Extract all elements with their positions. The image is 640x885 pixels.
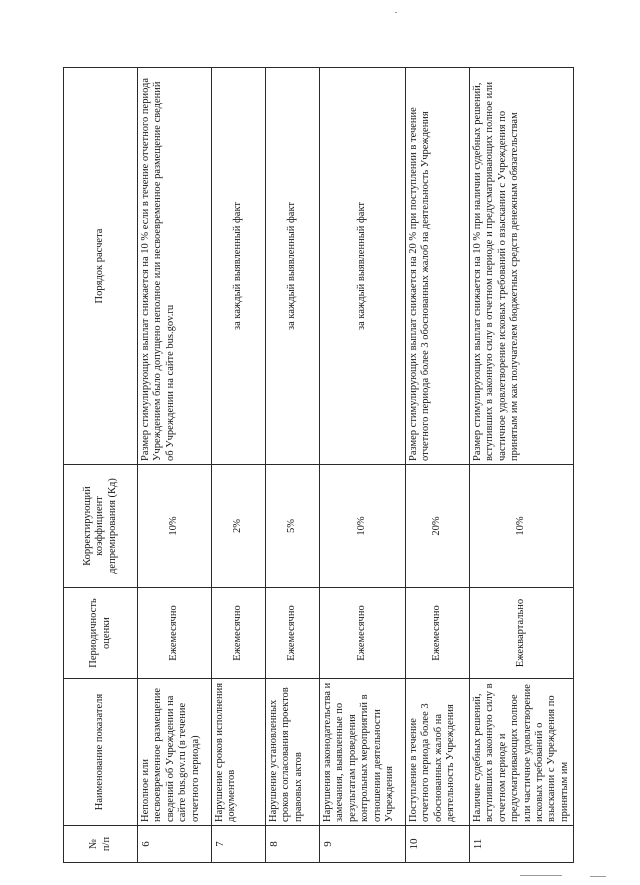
row-periodicity: Ежемесячно — [406, 588, 470, 679]
row-name: Нарушения законодательства и замечания, выявленные по результатам проведения контрольных мероприятий в отношении деятельности Учреждения — [320, 679, 406, 826]
row-num: 11 — [470, 826, 574, 863]
row-order: за каждый выявленный факт — [212, 68, 266, 465]
table-row — [212, 68, 266, 863]
scan-mark — [395, 12, 397, 13]
table-row — [470, 68, 574, 863]
row-coefficient: 5% — [266, 465, 320, 588]
row-order: Размер стимулирующих выплат снижается на 10 % при наличии судебных решений, вступивших в законную силу в отчетном периоде и предусматривающих полное или частичное удовлетворение исковых требований о взыскании с Учреждения по принятым им как получателем бюджетных средств денежным обязательствам — [470, 68, 574, 465]
row-order: Размер стимулирующих выплат снижается на 10 % если в течение отчетного периода Учреждением было допущено неполное или несвоевременное размещение сведений об Учреждении на сайте bus.gov.ru — [138, 68, 212, 465]
depremiation-table — [63, 67, 574, 863]
row-order: Размер стимулирующих выплат снижается на 20 % при поступлении в течение отчетного периода более 3 обоснованных жалоб на деятельность Учреждения — [406, 68, 470, 465]
header-coefficient: Корректирующий коэффициент депремирования (Кд) — [64, 465, 138, 588]
row-num: 6 — [138, 826, 212, 863]
row-periodicity: Ежеквартально — [470, 588, 574, 679]
scan-mark — [590, 876, 606, 877]
row-num: 10 — [406, 826, 470, 863]
row-name: Поступление в течение отчетного периода более 3 обоснованных жалоб на деятельность Учреждения — [406, 679, 470, 826]
scan-mark — [520, 875, 562, 876]
row-name: Нарушение установленных сроков согласования проектов правовых актов — [266, 679, 320, 826]
row-num: 9 — [320, 826, 406, 863]
table-row — [406, 68, 470, 863]
row-name: Неполное или несвоевременное размещение сведений об Учреждении на сайте bus.gov.ru (в течение отчетного периода) — [138, 679, 212, 826]
row-periodicity: Ежемесячно — [320, 588, 406, 679]
row-coefficient: 10% — [138, 465, 212, 588]
row-periodicity: Ежемесячно — [266, 588, 320, 679]
row-name: Наличие судебных решений, вступивших в законную силу в отчетном периоде и предусматривающих полное или частичное удовлетворение исковых требований о взыскании с Учреждения по принятым им — [470, 679, 574, 826]
header-name: Наименование показателя — [64, 679, 138, 826]
header-order: Порядок расчета — [64, 68, 138, 465]
row-name: Нарушение сроков исполнения документов — [212, 679, 266, 826]
row-periodicity: Ежемесячно — [138, 588, 212, 679]
row-order: за каждый выявленный факт — [266, 68, 320, 465]
row-num: 8 — [266, 826, 320, 863]
row-coefficient: 20% — [406, 465, 470, 588]
row-coefficient: 2% — [212, 465, 266, 588]
row-coefficient: 10% — [470, 465, 574, 588]
header-num: № п/п — [64, 826, 138, 863]
table-row — [138, 68, 212, 863]
row-coefficient: 10% — [320, 465, 406, 588]
table-row — [320, 68, 406, 863]
table-row — [266, 68, 320, 863]
row-order: за каждый выявленный факт — [320, 68, 406, 465]
header-row — [64, 68, 138, 863]
header-periodicity: Периодичность оценки — [64, 588, 138, 679]
row-num: 7 — [212, 826, 266, 863]
row-periodicity: Ежемесячно — [212, 588, 266, 679]
rotated-table-wrapper — [63, 68, 570, 863]
